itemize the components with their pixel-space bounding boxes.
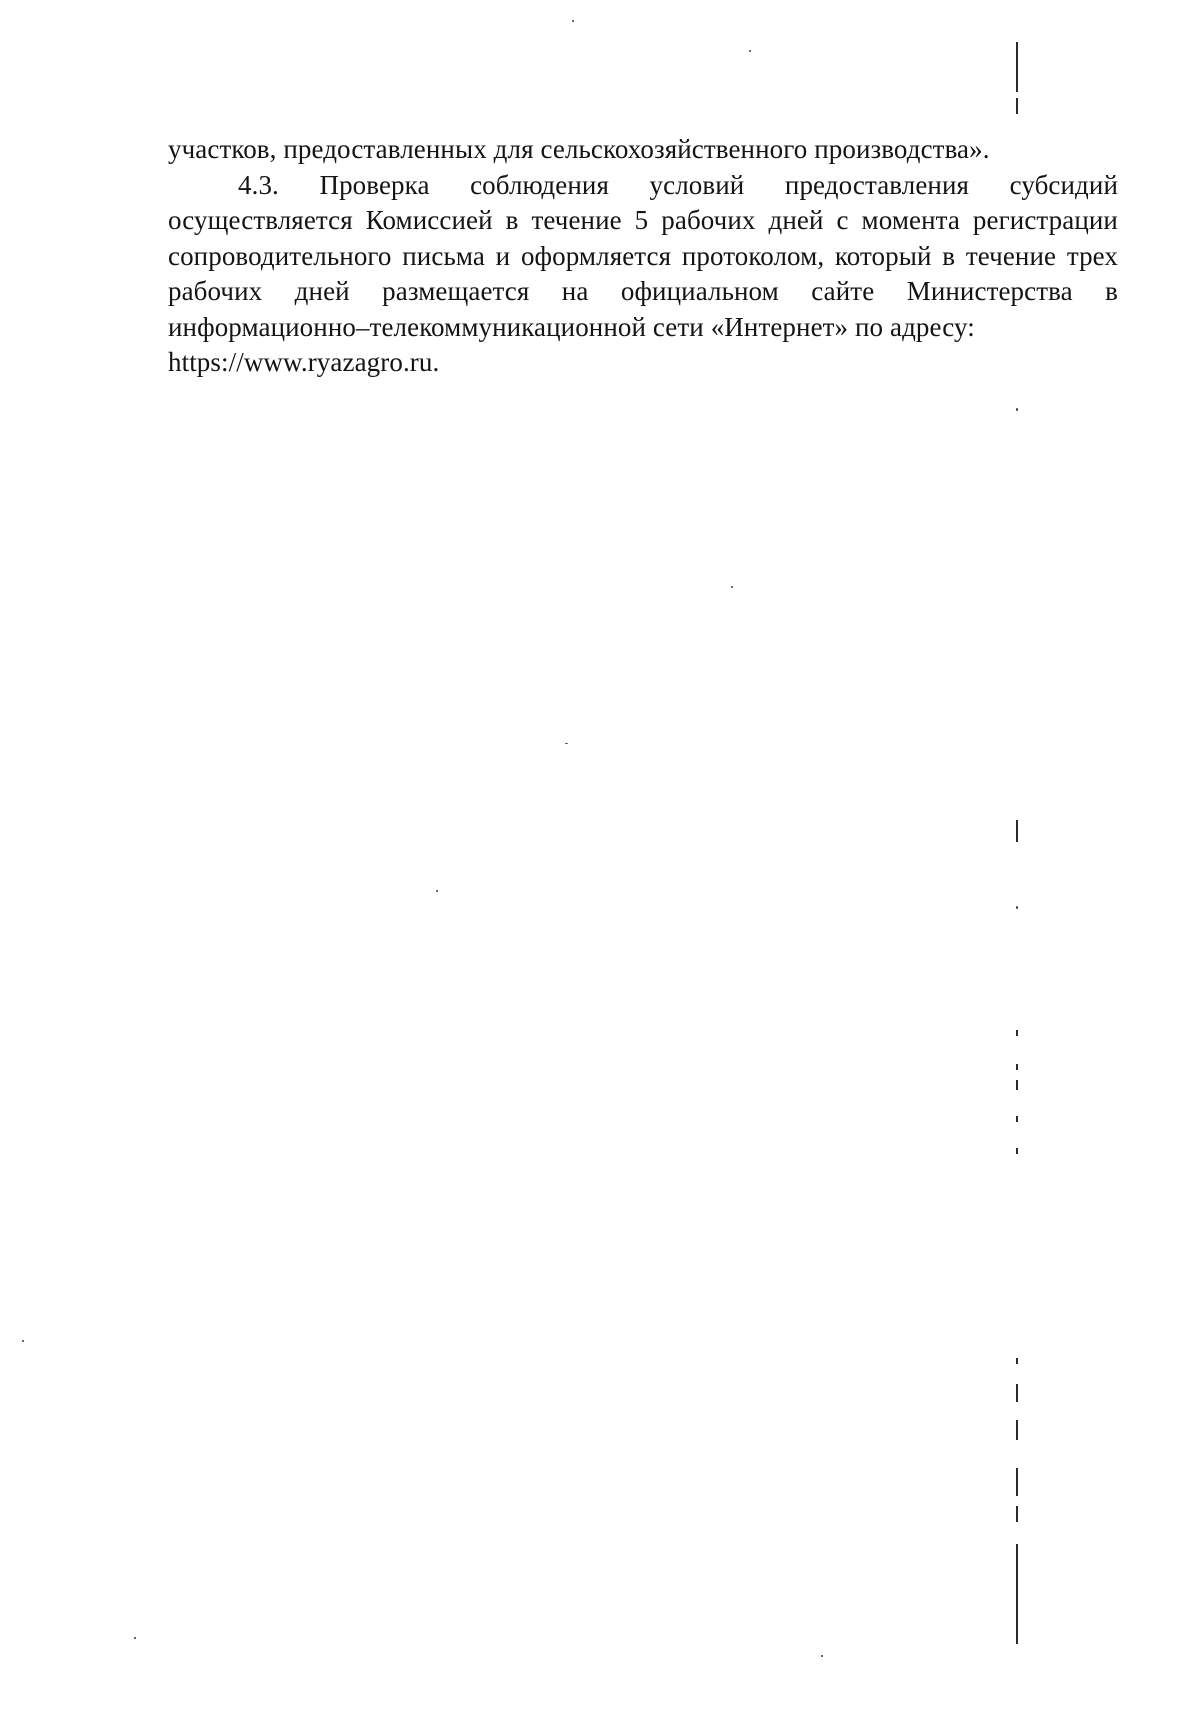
scan-margin-line <box>1016 1506 1018 1522</box>
scan-speck <box>1016 906 1018 909</box>
scan-speck <box>134 1637 136 1639</box>
scan-margin-line <box>1016 1544 1018 1644</box>
scan-margin-line <box>1016 1468 1018 1496</box>
scan-speck <box>1016 408 1018 411</box>
scan-margin-line <box>1016 1116 1018 1122</box>
scan-margin-line <box>1016 1080 1018 1090</box>
scan-margin-line <box>1016 42 1018 92</box>
scan-margin-line <box>1016 1030 1018 1036</box>
scan-margin-line <box>1016 1148 1018 1154</box>
scan-speck <box>565 743 568 744</box>
paragraph-4-3: 4.3. Проверка соблюдения условий предоставления субсидий осуществляется Комиссией в течение 5 рабочих дней с момента регистрации сопроводительного письма и оформляется протоколом, который в течение трех рабочих дней размещается на официальном сайте Министерства в информационно–телекоммуникационной сети «Интернет» по адресу: <box>168 169 1118 342</box>
scan-speck <box>436 890 438 892</box>
scan-margin-line <box>1016 1420 1018 1440</box>
document-body <box>168 132 1118 381</box>
scan-speck <box>22 1340 24 1342</box>
scan-speck <box>731 586 733 588</box>
ministry-website-url: https://www.ryazagro.ru. <box>168 347 440 377</box>
scan-speck <box>749 50 751 52</box>
scan-margin-line <box>1016 98 1018 114</box>
scan-speck <box>572 20 574 22</box>
scan-margin-line <box>1016 1384 1018 1402</box>
continuation-line: участков, предоставленных для сельскохозяйственного производства». <box>168 134 990 164</box>
scan-margin-line <box>1016 820 1018 842</box>
scan-margin-line <box>1016 1358 1018 1364</box>
scan-speck <box>821 1655 823 1657</box>
scan-margin-line <box>1016 1064 1018 1070</box>
